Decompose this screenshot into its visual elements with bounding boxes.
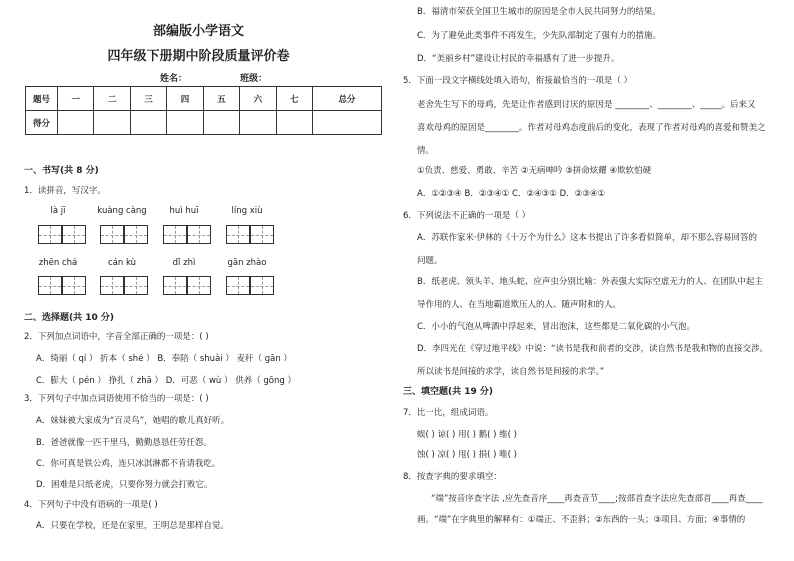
question-4-option: A．只要在学校，还是在家里，王明总是那样自觉。: [36, 521, 229, 531]
question-8: 8．按查字典的要求填空：: [403, 472, 502, 482]
score-header-cell: 六: [240, 87, 276, 111]
pinyin-label: kuàng càng: [97, 206, 147, 216]
grid-cell[interactable]: [124, 225, 148, 244]
score-header-cell: 题号: [26, 87, 58, 111]
score-cell[interactable]: [167, 111, 203, 135]
score-cell[interactable]: [94, 111, 130, 135]
score-header-cell: 总分: [312, 87, 381, 111]
right-column: [397, 0, 794, 561]
writing-grid[interactable]: [163, 225, 211, 244]
question-6-option: 问题。: [417, 256, 443, 266]
grid-cell[interactable]: [163, 276, 187, 295]
score-cell[interactable]: [312, 111, 381, 135]
question-6-option: A．苏联作家米·伊林的《十万个为什么》这本书提出了许多看似简单，却不那么容易回答的: [417, 233, 758, 243]
pinyin-label: huì huī: [169, 206, 199, 216]
score-cell[interactable]: [203, 111, 239, 135]
pinyin-label: gān zhào: [227, 258, 267, 268]
score-header-cell: 七: [276, 87, 312, 111]
question-4-option: D．“美丽乡村”建设让村民的幸福感有了进一步提升。: [417, 54, 620, 64]
grid-cell[interactable]: [100, 225, 124, 244]
question-2-option: C．膨大（ pén ） 挣扎（ zhā ） D．可恶（ wù ） 供养（ gōng ）: [36, 376, 296, 386]
grid-cell[interactable]: [250, 225, 274, 244]
pinyin-label: là jī: [50, 206, 66, 216]
score-cell[interactable]: [240, 111, 276, 135]
grid-cell[interactable]: [226, 225, 250, 244]
score-header-cell: 四: [167, 87, 203, 111]
question-3-option: C．你可真是铁公鸡，连只冰淇淋都不肯请我吃。: [36, 459, 221, 469]
question-6-option: D．李四光在《穿过地平线》中说：“读书是我和前者的交涉，读自然书是我和物的直接交涉。: [417, 344, 768, 354]
question-2: 2．下列加点词语中，字音全部正确的一项是：( ): [24, 332, 209, 342]
writing-grid[interactable]: [100, 225, 148, 244]
question-4: 4．下列句子中没有语病的一项是( ): [24, 500, 158, 510]
question-7: 7．比一比，组成词语。: [403, 408, 494, 418]
grid-cell[interactable]: [163, 225, 187, 244]
grid-cell[interactable]: [124, 276, 148, 295]
score-table: [25, 86, 382, 135]
question-8-text: 画。“端”在字典里的解释有：①端正、不歪斜；②东西的一头；③项目、方面；④事情的: [417, 515, 746, 525]
question-5-choices: A．①②③④ B．②③④① C．②④③① D．②③④①: [417, 189, 606, 199]
question-6-option: C．小小的气泡从啤酒中浮起来，冒出泡沫，这些都是二氧化碳的小气泡。: [417, 322, 695, 332]
question-7-row: 蚀( ) 凉( ) 甩( ) 捐( ) 唯( ): [417, 450, 517, 460]
writing-grid[interactable]: [100, 276, 148, 295]
question-3-option: D．困难是只纸老虎，只要你努力就会打败它。: [36, 480, 213, 490]
score-header-cell: 五: [203, 87, 239, 111]
score-header-cell: 二: [94, 87, 130, 111]
question-5-passage: 喜欢母鸡的原因是________。作者对母鸡态度前后的变化，表现了作者对母鸡的喜爱和赞美之: [417, 123, 766, 133]
question-3-option: B．爸爸就像一匹千里马，勤勤恳恳任劳任怨。: [36, 438, 212, 448]
class-label: 班级：: [240, 74, 268, 84]
question-6-option: 所以读书是间接的求学，读自然书是间接的求学。”: [417, 367, 605, 377]
score-table-header-row: [26, 87, 382, 111]
question-2-option: A．绮丽（ qí ） 折本（ shé ） B．奉陪（ shuài ） 麦秆（ gān ）: [36, 354, 292, 364]
writing-grid[interactable]: [38, 225, 86, 244]
question-4-option: C．为了避免此类事件不再发生，少先队部制定了强有力的措施。: [417, 31, 661, 41]
question-5-passage: 情。: [417, 146, 435, 156]
pinyin-label: dǐ zhì: [172, 258, 196, 268]
grid-cell[interactable]: [38, 276, 62, 295]
score-cell[interactable]: [58, 111, 94, 135]
section-2-title: 二、选择题(共 10 分): [24, 313, 115, 323]
question-6-option: 导作用的人、在当地霸道欺压人的人、随声附和的人。: [417, 300, 622, 310]
writing-grid[interactable]: [226, 276, 274, 295]
writing-grid[interactable]: [226, 225, 274, 244]
grid-cell[interactable]: [250, 276, 274, 295]
grid-cell[interactable]: [62, 225, 86, 244]
name-class-row: [160, 71, 317, 84]
exam-title-publisher: 部编版小学语文: [152, 24, 244, 39]
writing-grid[interactable]: [38, 276, 86, 295]
grid-cell[interactable]: [62, 276, 86, 295]
name-label: 姓名：: [160, 74, 188, 84]
question-8-text: “端”按音序查字法 ,应先查音序____再查音节____;按部首查字法应先查部首____再查____: [431, 494, 763, 504]
grid-cell[interactable]: [226, 276, 250, 295]
score-table-score-row: [26, 111, 382, 135]
question-6-option: B．纸老虎、领头羊、地头蛇、应声虫分别比喻：外表强大实际空虚无力的人、在团队中起主: [417, 277, 763, 287]
score-header-cell: 三: [130, 87, 166, 111]
question-5: 5．下面一段文字横线处填入语句，衔接最恰当的一项是（ ）: [403, 76, 633, 86]
pinyin-label: líng xiù: [231, 206, 263, 216]
question-4-option: B．福清市荣获全国卫生城市的原因是全市人民共同努力的结果。: [417, 7, 661, 17]
grid-cell[interactable]: [187, 225, 211, 244]
question-5-passage: 老舍先生写下的母鸡，先是让作者感到讨厌的原因是 ________、________、_____。后来又: [417, 100, 756, 110]
grid-cell[interactable]: [187, 276, 211, 295]
section-1-title: 一、书写(共 8 分): [24, 166, 99, 176]
grid-cell[interactable]: [100, 276, 124, 295]
question-3-option: A．妹妹被大家成为“百灵鸟”，她唱的歌儿真好听。: [36, 416, 230, 426]
writing-grid[interactable]: [163, 276, 211, 295]
question-7-row: 蜈( ) 谅( ) 用( ) 鹅( ) 维( ): [417, 430, 517, 440]
question-5-phrases: ①负责、慈爱、勇敢、辛苦 ②无病呻吟 ③拼命炫耀 ④欺软怕硬: [417, 166, 652, 176]
grid-cell[interactable]: [38, 225, 62, 244]
pinyin-label: zhēn chá: [38, 258, 78, 268]
pinyin-label: cán kù: [107, 258, 137, 268]
question-3: 3．下列句子中加点词语使用不恰当的一项是：( ): [24, 394, 209, 404]
exam-title: 四年级下册期中阶段质量评价卷: [107, 49, 290, 64]
question-6: 6．下列说法不正确的一项是（ ）: [403, 211, 531, 221]
score-row-label: 得分: [26, 111, 58, 135]
question-1: 1．读拼音，写汉字。: [24, 186, 106, 196]
score-header-cell: 一: [58, 87, 94, 111]
section-3-title: 三、填空题(共 19 分): [403, 387, 494, 397]
score-cell[interactable]: [276, 111, 312, 135]
score-cell[interactable]: [130, 111, 166, 135]
